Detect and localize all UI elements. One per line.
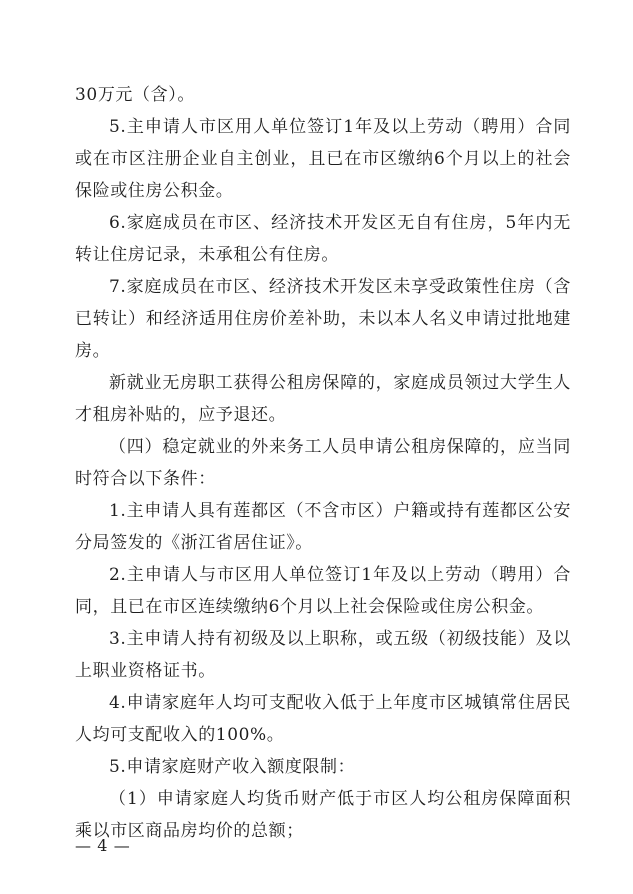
paragraph-condition-2: 2.主申请人与市区用人单位签订1年及以上劳动（聘用）合同，且已在市区连续缴纳6个月以上社会保险或住房公积金。	[75, 565, 571, 617]
paragraph-item-6: 6.家庭成员在市区、经济技术开发区无自有住房，5年内无转让住房记录，未承租公有住房。	[75, 213, 571, 265]
paragraph-condition-4: 4.申请家庭年人均可支配收入低于上年度市区城镇常住居民人均可支配收入的100%。	[75, 693, 571, 745]
paragraph-item-7: 7.家庭成员在市区、经济技术开发区未享受政策性住房（含已转让）和经济适用住房价差补助，未以本人名义申请过批地建房。	[75, 277, 571, 361]
paragraph-subcondition-1: （1）申请家庭人均货币财产低于市区人均公租房保障面积乘以市区商品房均价的总额；	[75, 789, 571, 841]
paragraph-note: 新就业无房职工获得公租房保障的，家庭成员领过大学生人才租房补贴的，应予退还。	[75, 373, 571, 425]
paragraph-condition-1: 1.主申请人具有莲都区（不含市区）户籍或持有莲都区公安分局签发的《浙江省居住证》。	[75, 501, 571, 553]
paragraph-section-4: （四）稳定就业的外来务工人员申请公租房保障的，应当同时符合以下条件：	[75, 437, 571, 489]
paragraph-condition-5: 5.申请家庭财产收入额度限制：	[109, 757, 356, 777]
paragraph-item-5: 5.主申请人市区用人单位签订1年及以上劳动（聘用）合同或在市区注册企业自主创业，且已在市区缴纳6个月以上的社会保险或住房公积金。	[75, 117, 571, 201]
paragraph-condition-3: 3.主申请人持有初级及以上职称，或五级（初级技能）及以上职业资格证书。	[75, 629, 571, 681]
paragraph-continuation: 30万元（含）。	[75, 85, 195, 105]
page-number: — 4 —	[75, 836, 131, 855]
